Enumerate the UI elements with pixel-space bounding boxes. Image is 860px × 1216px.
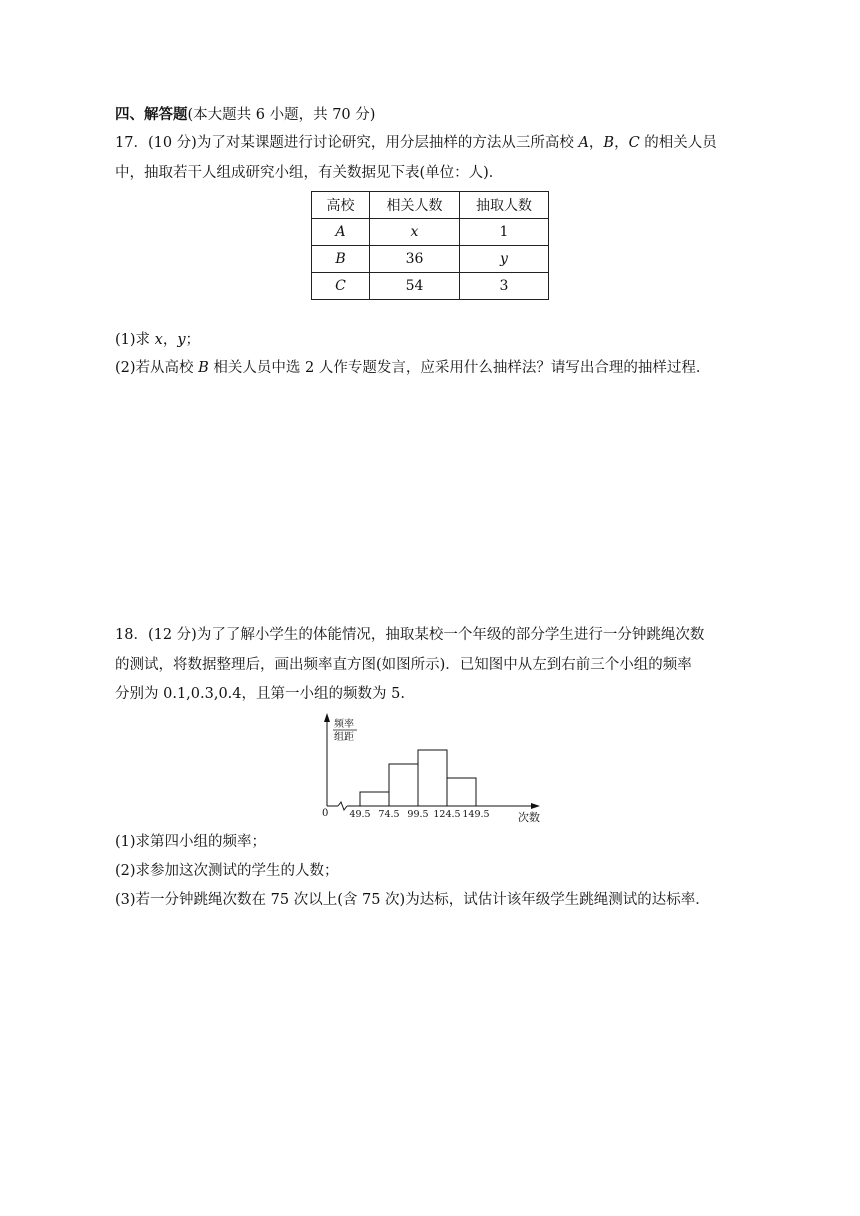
cell-text: y bbox=[500, 251, 508, 267]
q18-line-3: 分别为 0.1,0.3,0.4，且第一小组的频数为 5. bbox=[115, 686, 405, 702]
var-y: y bbox=[177, 332, 186, 348]
cell-text: C bbox=[335, 278, 346, 294]
table-row bbox=[312, 246, 549, 273]
x-tick-labels bbox=[349, 809, 489, 820]
var-c: C bbox=[628, 135, 640, 151]
table-cell bbox=[312, 246, 370, 273]
part-text: (2)若从高校 bbox=[115, 360, 199, 376]
cell-text: x bbox=[410, 224, 419, 240]
table-cell bbox=[312, 273, 370, 300]
q17-data-table bbox=[311, 191, 549, 300]
y-axis bbox=[324, 713, 330, 806]
q17-sep: ， bbox=[614, 135, 629, 151]
table-cell bbox=[460, 246, 549, 273]
y-label-top: 频率 bbox=[334, 719, 354, 730]
x-tick-label: 124.5 bbox=[433, 809, 461, 820]
histogram-bar bbox=[389, 764, 418, 806]
section-heading bbox=[115, 105, 375, 125]
table-header-cell: 相关人数 bbox=[370, 192, 460, 219]
origin-label: 0 bbox=[322, 808, 329, 819]
q17-sep: ， bbox=[588, 135, 604, 151]
var-a: A bbox=[578, 135, 589, 151]
section-note: (本大题共 6 小题，共 70 分) bbox=[187, 107, 376, 123]
q18-part-2: (2)求参加这次测试的学生的人数； bbox=[115, 863, 339, 879]
q18-part-3: (3)若一分钟跳绳次数在 75 次以上(含 75 次)为达标，试估计该年级学生跳绳测试的达标率． bbox=[115, 892, 710, 908]
table-cell bbox=[370, 219, 460, 246]
q17-text: 的相关人员 bbox=[639, 135, 717, 151]
q18-line-1: 18．(12 分)为了了解小学生的体能情况，抽取某校一个年级的部分学生进行一分钟跳绳次数 bbox=[115, 627, 705, 643]
table-header-row bbox=[312, 192, 549, 219]
var-x: x bbox=[154, 332, 163, 348]
q18-part-1: (1)求第四小组的频率； bbox=[115, 834, 267, 850]
histogram-bar bbox=[360, 792, 389, 806]
table-row bbox=[312, 219, 549, 246]
var-b: B bbox=[198, 360, 209, 376]
x-tick-label: 149.5 bbox=[462, 809, 490, 820]
x-tick-label: 74.5 bbox=[378, 809, 400, 820]
histogram-bar bbox=[447, 778, 476, 806]
x-axis-label: 次数 bbox=[518, 811, 540, 824]
q17-part-1 bbox=[115, 330, 200, 350]
x-tick-label: 49.5 bbox=[349, 809, 371, 820]
q17-line-1 bbox=[115, 133, 717, 153]
q17-text: 17．(10 分)为了对某课题进行讨论研究，用分层抽样的方法从三所高校 bbox=[115, 135, 579, 151]
section-title: 四、解答题 bbox=[115, 106, 188, 123]
histogram-bar bbox=[418, 750, 447, 806]
q17-line-2: 中，抽取若干人组成研究小组，有关数据见下表(单位：人)． bbox=[115, 165, 504, 181]
part-text: ； bbox=[185, 332, 201, 348]
part-text: (1)求 bbox=[115, 332, 155, 348]
part-text: 相关人员中选 2 人作专题发言，应采用什么抽样法？请写出合理的抽样过程． bbox=[208, 360, 711, 376]
histogram-bars bbox=[360, 750, 476, 806]
table-cell: 1 bbox=[460, 219, 549, 246]
frequency-histogram bbox=[305, 710, 555, 830]
table-cell bbox=[312, 219, 370, 246]
x-tick-label: 99.5 bbox=[407, 809, 429, 820]
q17-part-2 bbox=[115, 358, 710, 378]
table-row bbox=[312, 273, 549, 300]
part-text: ， bbox=[162, 332, 178, 348]
table-header-cell: 抽取人数 bbox=[460, 192, 549, 219]
table-cell: 36 bbox=[370, 246, 460, 273]
var-b: B bbox=[603, 135, 615, 151]
y-label-bottom: 组距 bbox=[334, 732, 354, 743]
cell-text: B bbox=[335, 251, 346, 267]
table-header-cell: 高校 bbox=[312, 192, 370, 219]
cell-text: A bbox=[335, 224, 346, 240]
table-cell: 54 bbox=[370, 273, 460, 300]
table-cell: 3 bbox=[460, 273, 549, 300]
q18-line-2: 的测试，将数据整理后，画出频率直方图(如图所示)．已知图中从左到右前三个小组的频率 bbox=[115, 657, 692, 673]
